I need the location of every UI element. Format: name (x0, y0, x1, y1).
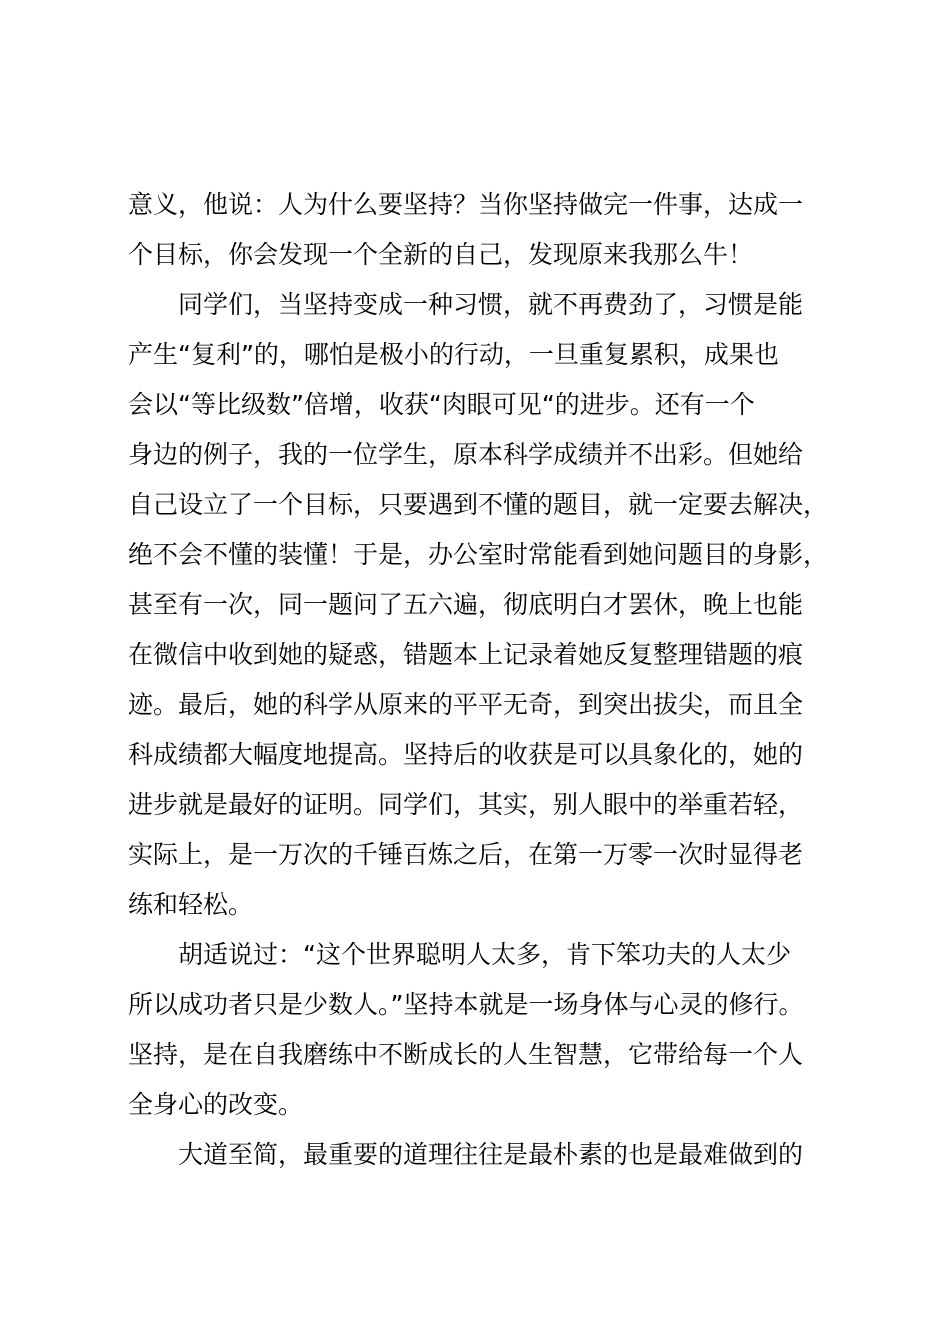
text-line: 实际上，是一万次的千锤百炼之后，在第一万零一次时显得老 (128, 840, 804, 869)
text-line: 在微信中收到她的疑惑，错题本上记录着她反复整理错题的痕 (128, 640, 804, 669)
text-line: 绝不会不懂的装懂！于是，办公室时常能看到她问题目的身影， (128, 540, 829, 569)
paragraph-start-line: 同学们，当坚持变成一种习惯，就不再费劲了，习惯是能 (178, 290, 804, 319)
text-line: 所以成功者只是少数人。”坚持本就是一场身体与心灵的修行。 (128, 990, 804, 1019)
text-line: 会以“等比级数”倍增，收获“肉眼可见“的进步。还有一个 (128, 390, 755, 419)
text-line: 坚持，是在自我磨练中不断成长的人生智慧，它带给每一个人 (128, 1040, 804, 1069)
text-line: 科成绩都大幅度地提高。坚持后的收获是可以具象化的，她的 (128, 740, 804, 769)
text-line: 意义，他说：人为什么要坚持？当你坚持做完一件事，达成一 (128, 190, 804, 219)
text-line: 迹。最后，她的科学从原来的平平无奇，到突出拔尖，而且全 (128, 690, 804, 719)
text-line: 练和轻松。 (128, 890, 254, 919)
text-line: 自己设立了一个目标，只要遇到不懂的题目，就一定要去解决， (128, 490, 829, 519)
text-line: 甚至有一次，同一题问了五六遍，彻底明白才罢休，晚上也能 (128, 590, 804, 619)
body-text (128, 180, 868, 1180)
text-line: 进步就是最好的证明。同学们，其实，别人眼中的举重若轻， (128, 790, 804, 819)
text-line: 产生“复利”的，哪怕是极小的行动，一旦重复累积，成果也 (128, 340, 779, 369)
text-line: 全身心的改变。 (128, 1090, 304, 1119)
paragraph-start-line: 大道至简，最重要的道理往往是最朴素的也是最难做到的 (178, 1140, 804, 1169)
text-line: 个目标，你会发现一个全新的自己，发现原来我那么牛！ (128, 240, 754, 269)
paragraph-start-line: 胡适说过：“这个世界聪明人太多，肯下笨功夫的人太少 (178, 940, 791, 969)
text-line: 身边的例子，我的一位学生，原本科学成绩并不出彩。但她给 (128, 440, 804, 469)
